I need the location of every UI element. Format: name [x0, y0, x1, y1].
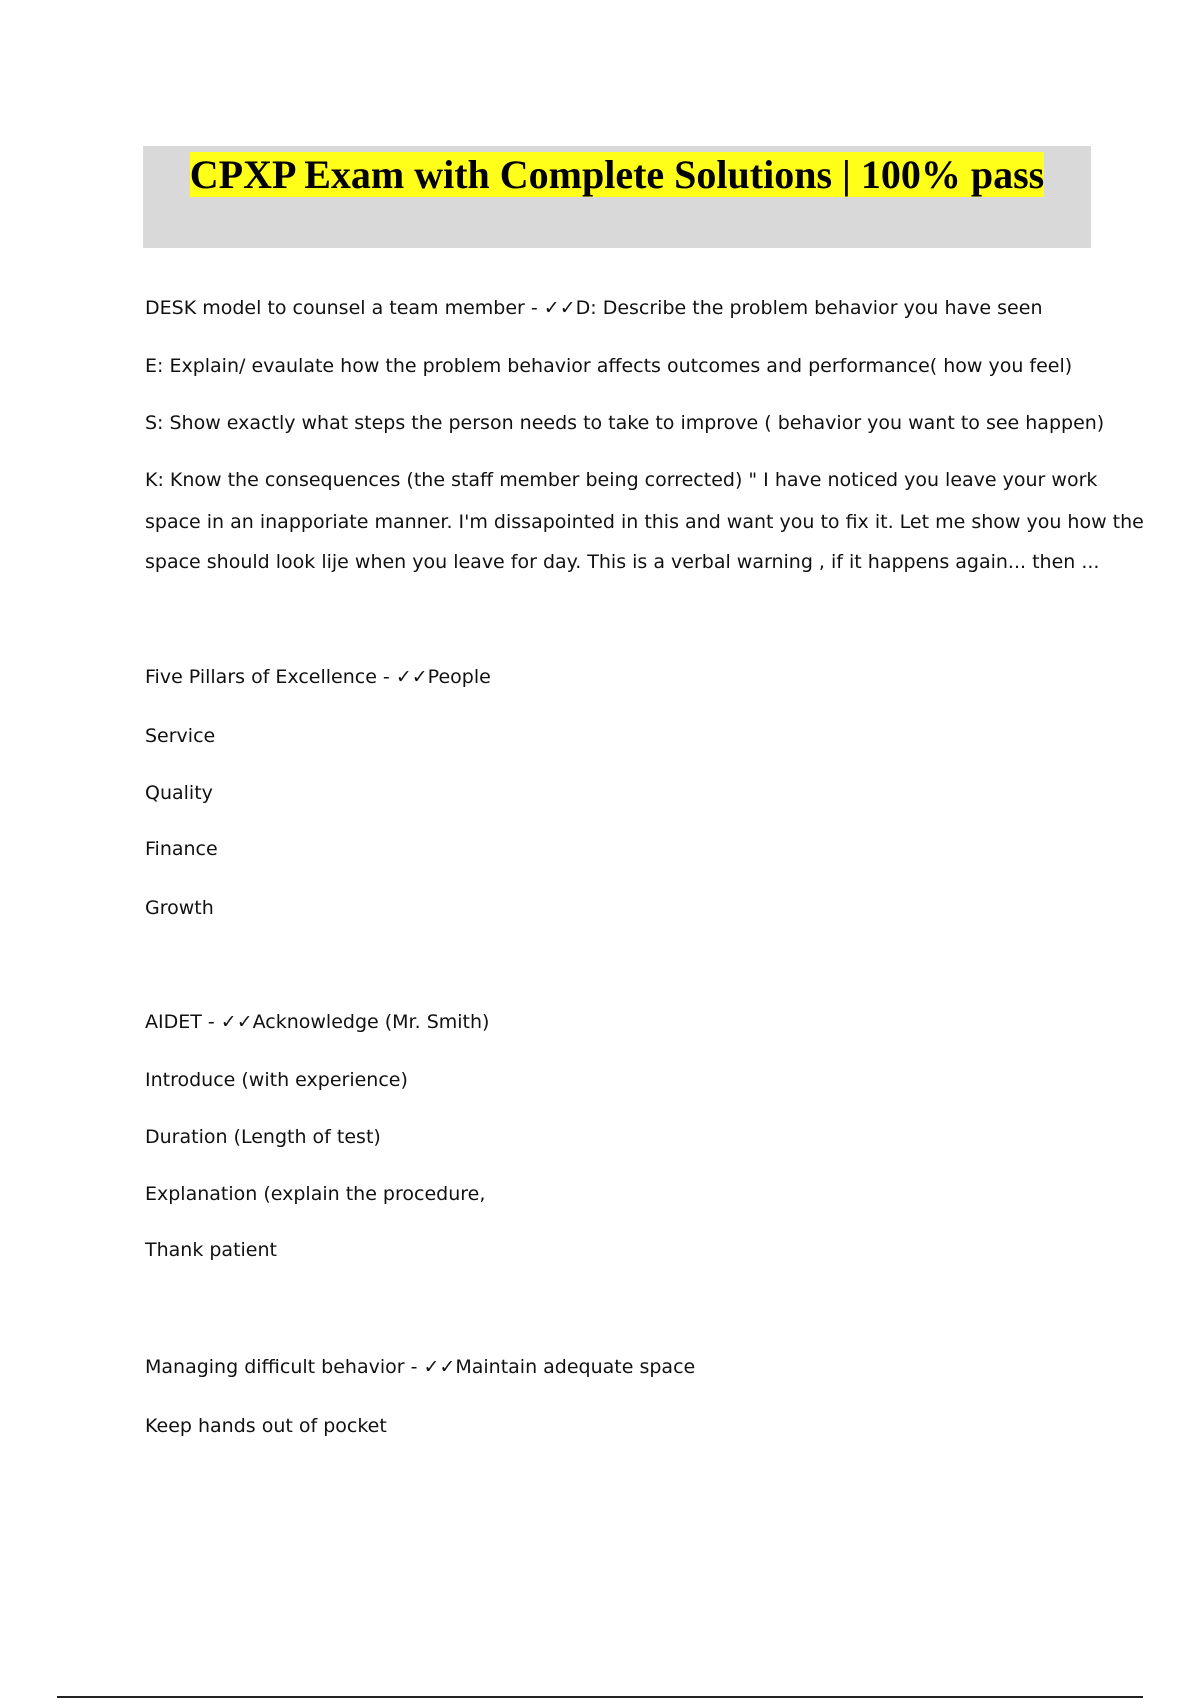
- qa-behavior-hands: Keep hands out of pocket: [145, 1415, 387, 1437]
- qa-aidet-explanation: Explanation (explain the procedure,: [145, 1183, 486, 1205]
- qa-pillars-question: Five Pillars of Excellence - ✓✓People: [145, 666, 491, 688]
- qa-pillars-growth: Growth: [145, 897, 214, 919]
- qa-desk-question: DESK model to counsel a team member - ✓✓D: Describe the problem behavior you have seen: [145, 297, 1043, 319]
- qa-pillars-service: Service: [145, 725, 216, 747]
- qa-desk-line-s: S: Show exactly what steps the person needs to take to improve ( behavior you want to see happen): [145, 412, 1105, 434]
- qa-desk-line-k-cont-2: space should look lije when you leave for day. This is a verbal warning , if it happens again... then ...: [145, 551, 1100, 573]
- qa-pillars-quality: Quality: [145, 782, 213, 804]
- qa-aidet-introduce: Introduce (with experience): [145, 1069, 408, 1091]
- document-title: CPXP Exam with Complete Solutions | 100% pass: [189, 152, 1045, 197]
- qa-behavior-question: Managing difficult behavior - ✓✓Maintain adequate space: [145, 1356, 696, 1378]
- qa-desk-line-e: E: Explain/ evaulate how the problem behavior affects outcomes and performance( how you feel): [145, 355, 1073, 377]
- qa-aidet-duration: Duration (Length of test): [145, 1126, 381, 1148]
- qa-pillars-finance: Finance: [145, 838, 218, 860]
- page-bottom-rule: [57, 1696, 1143, 1698]
- qa-aidet-thank: Thank patient: [145, 1239, 277, 1261]
- qa-desk-line-k: K: Know the consequences (the staff member being corrected) " I have noticed you leave your work: [145, 469, 1098, 491]
- qa-aidet-question: AIDET - ✓✓Acknowledge (Mr. Smith): [145, 1011, 490, 1033]
- qa-desk-line-k-cont-1: space in an inapporiate manner. I'm dissapointed in this and want you to fix it. Let me show you how the: [145, 511, 1144, 533]
- title-banner: [143, 146, 1091, 248]
